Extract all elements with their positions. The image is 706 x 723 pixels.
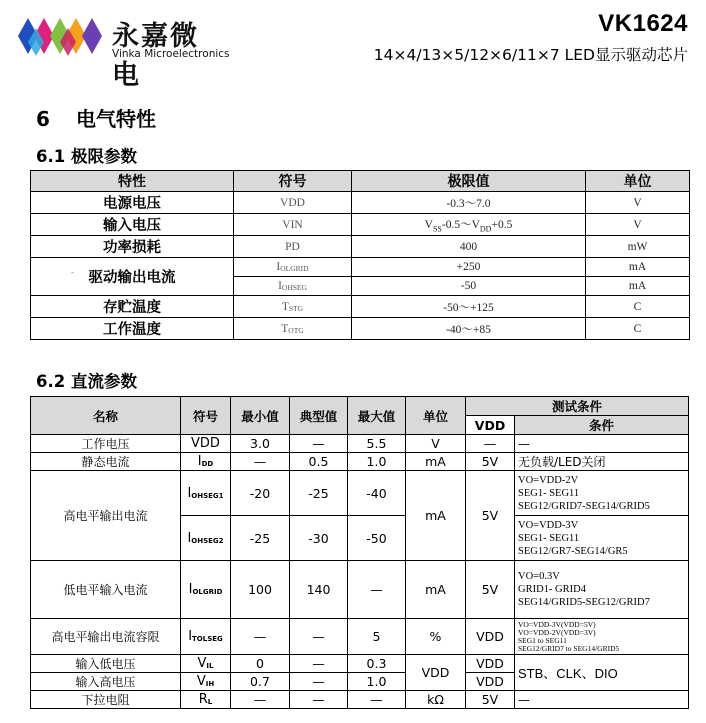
param-cond: 无负载/LED关闭: [515, 453, 689, 471]
param-value: [352, 214, 586, 236]
product-number: VK1624: [598, 10, 688, 37]
param-unit: mW: [586, 236, 690, 258]
param-max: -40: [348, 471, 406, 516]
col-header: VDD: [466, 416, 515, 435]
param-typ: —: [290, 435, 348, 453]
drive-current-label: 驱动输出电流: [88, 270, 176, 286]
param-cond: STB、CLK、DIO: [515, 655, 689, 691]
param-max: -50: [348, 516, 406, 561]
table-row: [31, 691, 689, 709]
param-cond: VO=VDD-3V SEG1- SEG11 SEG12/GR7-SEG14/GR5: [515, 516, 689, 561]
param-value: 400: [352, 236, 586, 258]
param-max: 5.5: [348, 435, 406, 453]
param-min: -25: [231, 516, 290, 561]
param-min: 0.7: [231, 673, 290, 691]
param-vdd: VDD: [466, 655, 515, 673]
brand-name-en: Vinka Microelectronics: [112, 48, 230, 60]
param-typ: 140: [290, 561, 348, 619]
section-title: 电气特性: [76, 107, 156, 131]
param-max: 1.0: [348, 453, 406, 471]
dc-params-title: 6.2 直流参数: [36, 372, 137, 391]
param-unit: %: [406, 619, 466, 655]
product-subtitle: 14×4/13×5/12×6/11×7 LED显示驱动芯片: [373, 46, 688, 64]
logo-diamonds-icon: [16, 16, 104, 58]
param-typ: 0.5: [290, 453, 348, 471]
col-header: 最大值: [348, 397, 406, 435]
param-symbol: VDD: [181, 435, 231, 453]
param-name: 低电平输入电流: [31, 561, 181, 619]
param-name: 输入低电压: [31, 655, 181, 673]
stray-dash: -: [71, 268, 74, 277]
param-name: 工作温度: [31, 318, 234, 340]
param-symbol: $I_{OHSEG}$: [234, 277, 352, 296]
param-unit: mA: [406, 561, 466, 619]
value-part: -0.5～V: [441, 218, 480, 231]
param-typ: —: [290, 655, 348, 673]
col-header: 单位: [406, 397, 466, 435]
param-vdd: 5V: [466, 691, 515, 709]
col-header: 最小值: [231, 397, 290, 435]
table-row: [31, 435, 689, 453]
param-min: 3.0: [231, 435, 290, 453]
value-sub: SS: [432, 224, 442, 234]
brand-name-cn: 永嘉微电: [112, 21, 199, 91]
param-name: 输入电压: [31, 214, 234, 236]
abs-max-title: 6.1 极限参数: [36, 147, 137, 166]
param-symbol: $I_{DD}$: [181, 453, 231, 471]
param-max: —: [348, 561, 406, 619]
param-name: 高电平输出电流容限: [31, 619, 181, 655]
param-vdd: 5V: [466, 471, 515, 561]
col-header: 极限值: [352, 171, 586, 192]
param-symbol: $I_{OLGRID}$: [234, 258, 352, 277]
param-symbol: VIN: [234, 214, 352, 236]
param-symbol: $T_{STG}$: [234, 296, 352, 318]
section-heading: [36, 103, 156, 132]
param-value: -50～+125: [352, 296, 586, 318]
table-header-row: [31, 171, 690, 192]
param-unit: C: [586, 296, 690, 318]
param-symbol: $I_{TOLSEG}$: [181, 619, 231, 655]
param-name: 静态电流: [31, 453, 181, 471]
param-cond: VO=VDD-3V(VDD=5V) VO=VDD-2V(VDD=3V) SEG1 to SEG11 SEG12/GRID7 to SEG14/GRID5: [515, 619, 689, 655]
table-row: [31, 453, 689, 471]
param-name: 功率损耗: [31, 236, 234, 258]
table-row: [31, 318, 690, 340]
param-cond: —: [515, 435, 689, 453]
col-header: 单位: [586, 171, 690, 192]
col-header: 测试条件: [466, 397, 689, 416]
param-symbol: PD: [234, 236, 352, 258]
param-cond: VO=VDD-2V SEG1- SEG11 SEG12/GRID7-SEG14/GRID5: [515, 471, 689, 516]
param-symbol: $R_L$: [181, 691, 231, 709]
value-part: +0.5: [491, 218, 513, 231]
param-cond: VO=0.3V GRID1- GRID4 SEG14/GRID5-SEG12/GRID7: [515, 561, 689, 619]
param-min: -20: [231, 471, 290, 516]
param-min: —: [231, 453, 290, 471]
param-vdd: VDD: [466, 619, 515, 655]
param-max: 1.0: [348, 673, 406, 691]
param-unit: mA: [586, 258, 690, 277]
param-symbol: $I_{OHSEG1}$: [181, 471, 231, 516]
table-row: [31, 236, 690, 258]
param-name: 电源电压: [31, 192, 234, 214]
param-max: 5: [348, 619, 406, 655]
param-symbol: $I_{OHSEG2}$: [181, 516, 231, 561]
col-header: 特性: [31, 171, 234, 192]
param-max: 0.3: [348, 655, 406, 673]
param-name: 输入高电压: [31, 673, 181, 691]
param-unit: V: [406, 435, 466, 453]
param-unit: mA: [406, 453, 466, 471]
param-cond: —: [515, 691, 689, 709]
param-unit: mA: [586, 277, 690, 296]
col-header: 符号: [234, 171, 352, 192]
param-vdd: VDD: [466, 673, 515, 691]
col-header: 条件: [515, 416, 689, 435]
param-vdd: —: [466, 435, 515, 453]
param-min: —: [231, 619, 290, 655]
param-vdd: 5V: [466, 453, 515, 471]
table-header-row: [31, 397, 689, 416]
table-row: [31, 296, 690, 318]
abs-max-table: [30, 170, 690, 340]
param-unit: VDD: [406, 655, 466, 691]
param-symbol: $V_{IL}$: [181, 655, 231, 673]
param-min: —: [231, 691, 290, 709]
col-header: 名称: [31, 397, 181, 435]
table-row: [31, 655, 689, 673]
param-name: 高电平输出电流: [31, 471, 181, 561]
param-unit: C: [586, 318, 690, 340]
param-value: -50: [352, 277, 586, 296]
param-unit: V: [586, 214, 690, 236]
param-typ: -25: [290, 471, 348, 516]
col-header: 典型值: [290, 397, 348, 435]
table-row: [31, 192, 690, 214]
param-name: 下拉电阻: [31, 691, 181, 709]
col-header: 符号: [181, 397, 231, 435]
param-vdd: 5V: [466, 561, 515, 619]
company-logo: [10, 14, 230, 91]
param-symbol: VDD: [234, 192, 352, 214]
param-value: -0.3～7.0: [352, 192, 586, 214]
table-row: [31, 258, 690, 277]
param-max: —: [348, 691, 406, 709]
param-typ: -30: [290, 516, 348, 561]
param-name: 工作电压: [31, 435, 181, 453]
param-symbol: $V_{IH}$: [181, 673, 231, 691]
value-sub: DD: [479, 224, 492, 234]
value-part: V: [424, 218, 433, 231]
section-number: 6: [36, 107, 50, 131]
dc-params-table: [30, 396, 689, 709]
param-value: -40～+85: [352, 318, 586, 340]
param-typ: —: [290, 619, 348, 655]
param-name: [31, 258, 234, 296]
table-row: [31, 214, 690, 236]
param-min: 100: [231, 561, 290, 619]
param-typ: —: [290, 691, 348, 709]
table-row: [31, 619, 689, 655]
param-unit: mA: [406, 471, 466, 561]
param-unit: V: [586, 192, 690, 214]
table-row: [31, 561, 689, 619]
param-typ: —: [290, 673, 348, 691]
param-value: +250: [352, 258, 586, 277]
param-symbol: $T_{OTG}$: [234, 318, 352, 340]
param-min: 0: [231, 655, 290, 673]
table-row: [31, 471, 689, 516]
param-symbol: $I_{OLGRID}$: [181, 561, 231, 619]
param-unit: kΩ: [406, 691, 466, 709]
param-name: 存贮温度: [31, 296, 234, 318]
